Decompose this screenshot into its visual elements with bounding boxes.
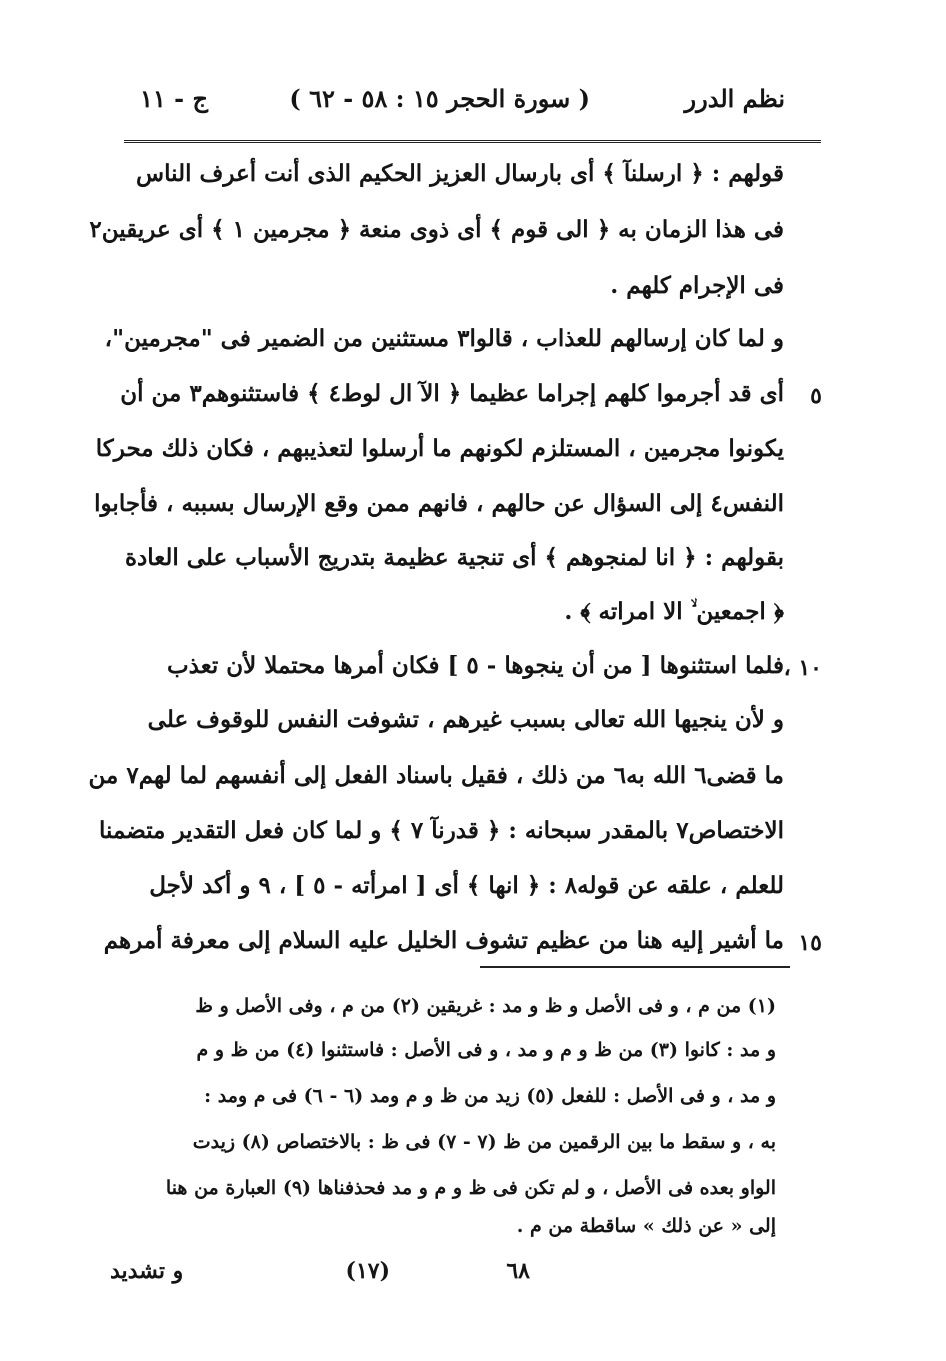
- footnote-line: الواو بعده فى الأصل ، و لم تكن فى ظ و م و مد فحذفناها (٩) العبارة من هنا: [165, 1177, 776, 1199]
- text-line: ما أشير إليه هنا من عظيم تشوف الخليل عليه السلام إلى معرفة أمرهم: [103, 927, 784, 954]
- text-line: للعلم ، علقه عن قوله٨ : ﴿ انها ﴾ أى [ امرأته - ٥ ] ، ٩ و أكد لأجل: [149, 872, 784, 899]
- book-title: نظم الدرر: [684, 84, 785, 113]
- surah-reference: ( سورة الحجر ١٥ : ٥٨ - ٦٢ ): [289, 84, 590, 113]
- text-line: قولهم : ﴿ ارسلنآ ﴾ أى بارسال العزيز الحكيم الذى أنت أعرف الناس: [136, 160, 784, 187]
- text-line: ما قضى٦ الله به٦ من ذلك ، فقيل باسناد الفعل إلى أنفسهم لما لهم٧ من: [88, 762, 784, 789]
- line-number-15: ١٥: [798, 930, 822, 956]
- footnote-line: و مد ، و فى الأصل : للفعل (٥) زيد من ظ و م ومد (٦ - ٦) فى م ومد :: [204, 1085, 776, 1107]
- text-line: الاختصاص٧ بالمقدر سبحانه : ﴿ قدرنآ ٧ ﴾ و لما كان فعل التقدير متضمنا: [99, 817, 784, 844]
- text-line: أى قد أجرموا كلهم إجراما عظيما ﴿ الآ ال لوط٤ ﴾ فاستثنوهم٣ من أن: [120, 380, 784, 407]
- page-footer: [110, 1258, 530, 1294]
- footnote-rule: [480, 966, 790, 968]
- text-line: فى هذا الزمان به ﴿ الى قوم ﴾ أى ذوى منعة ﴿ مجرمين ١ ﴾ أى عريقين٢: [89, 216, 784, 243]
- line-number-5: ٥: [810, 383, 822, 409]
- running-header: [140, 84, 785, 128]
- page-number: ٦٨: [506, 1258, 530, 1284]
- footnote-line: (١) من م ، و فى الأصل و ظ و مد : غريقين (٢) من م ، وفى الأصل و ظ: [195, 995, 776, 1017]
- footnote-line: به ، و سقط ما بين الرقمين من ظ (٧ - ٧) فى ظ : بالاختصاص (٨) زيدت: [192, 1131, 776, 1153]
- header-rule: [124, 140, 821, 143]
- text-line: و لما كان إرسالهم للعذاب ، قالوا٣ مستثنين من الضمير فى "مجرمين"،: [104, 325, 784, 352]
- footnote-line: إلى « عن ذلك » ساقطة من م .: [516, 1215, 776, 1237]
- signature-mark: (١٧): [345, 1258, 390, 1284]
- line-number-10: ١٠ ،: [783, 655, 822, 681]
- text-line: يكونوا مجرمين ، المستلزم لكونهم ما أرسلوا لتعذيبهم ، فكان ذلك محركا: [95, 435, 784, 462]
- text-line: و لأن ينجيها الله تعالى بسبب غيرهم ، تشوفت النفس للوقوف على: [147, 706, 784, 733]
- text-line: فلما استثنوها [ من أن ينجوها - ٥ ] فكان أمرها محتملا لأن تعذب: [167, 652, 784, 679]
- volume-number: ج - ١١: [140, 84, 208, 113]
- footnote-line: و مد : كانوا (٣) من ظ و م و مد ، و فى الأصل : فاستثنوا (٤) من ظ و م: [196, 1039, 776, 1061]
- text-line: بقولهم : ﴿ انا لمنجوهم ﴾ أى تنجية عظيمة بتدريج الأسباب على العادة: [124, 544, 784, 571]
- text-line: فى الإجرام كلهم .: [610, 272, 784, 299]
- text-line: النفس٤ إلى السؤال عن حالهم ، فانهم ممن وقع الإرسال بسببه ، فأجابوا: [94, 490, 784, 517]
- catchword: و تشديد: [110, 1258, 184, 1284]
- text-line: ﴿ اجمعين ۙ الا امراته ﴾ .: [564, 598, 784, 625]
